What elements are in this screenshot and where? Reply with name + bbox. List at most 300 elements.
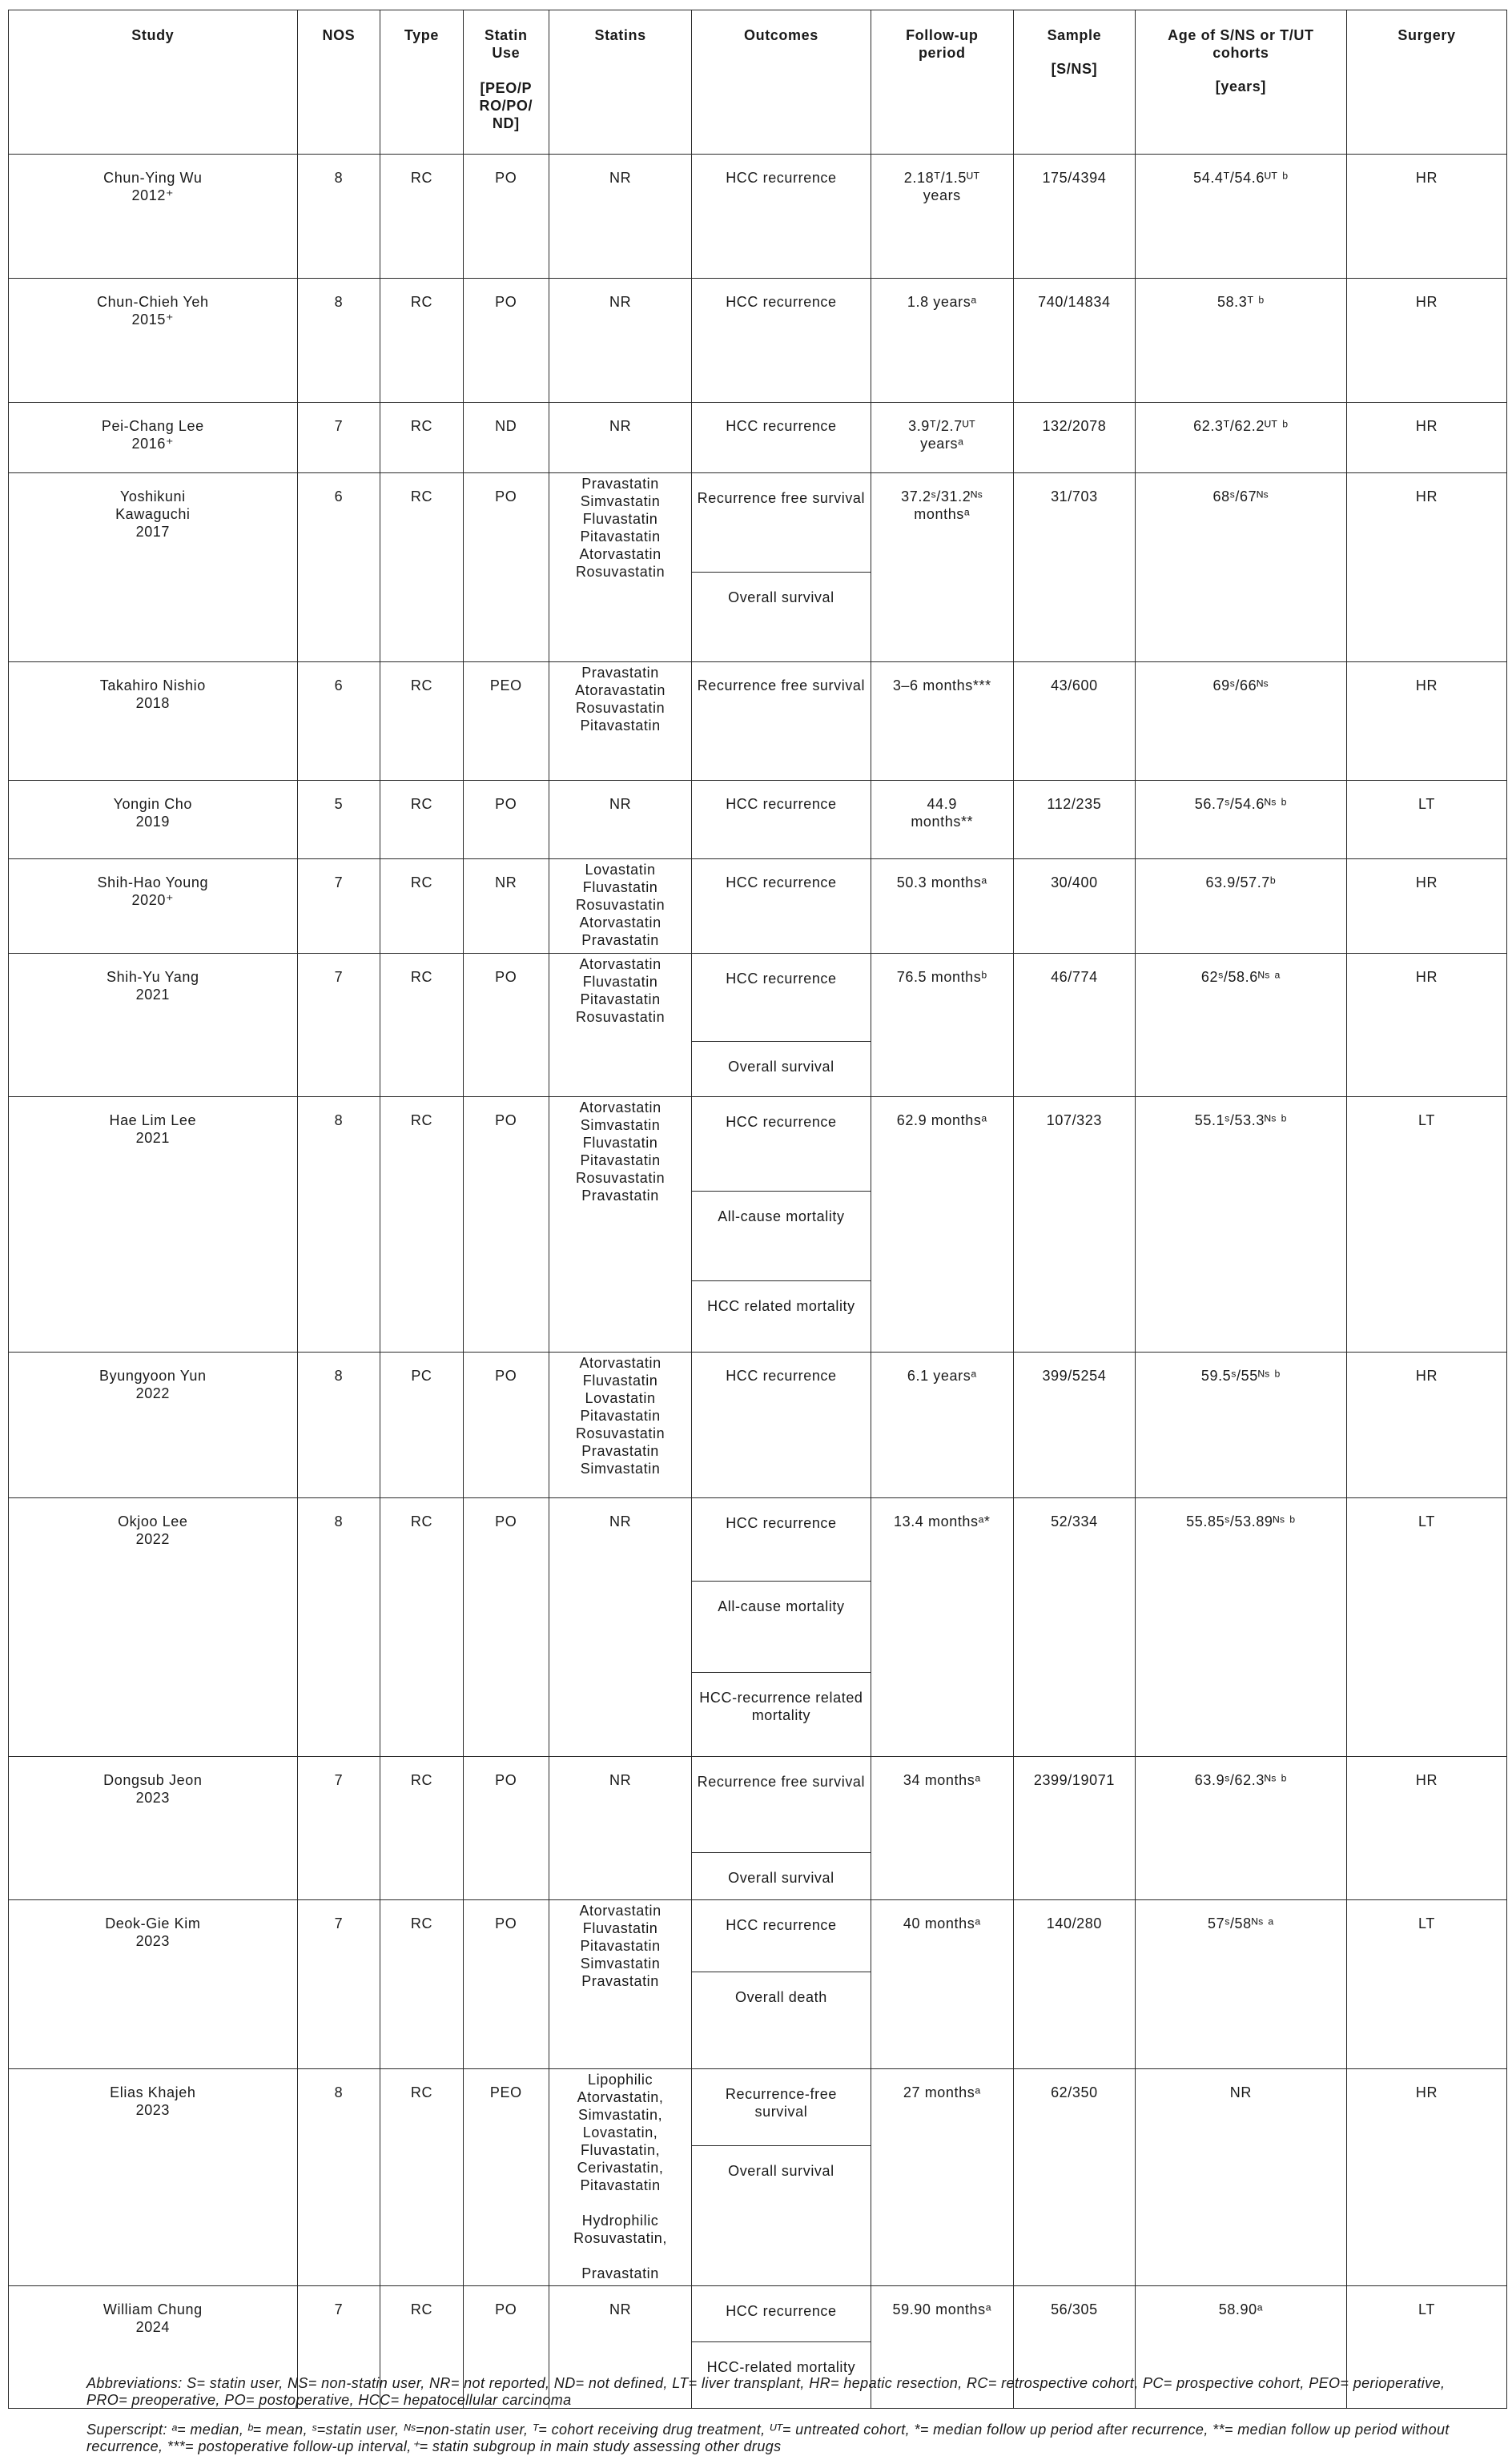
type-cell: RC [380, 781, 464, 859]
use-cell: PO [463, 473, 549, 662]
study-cell [9, 662, 298, 781]
statins-cell [549, 473, 692, 662]
statin-name: Fluvastatin, [580, 2142, 661, 2158]
study-line: Yoshikuni [119, 488, 186, 504]
statins-cell [549, 1757, 692, 1900]
sample-cell: 175/4394 [1014, 155, 1136, 279]
type-cell: RC [380, 1757, 464, 1900]
statin-name: NR [609, 294, 632, 310]
followup-cell [871, 859, 1014, 954]
type-cell: RC [380, 662, 464, 781]
statin-name: Fluvastatin [582, 511, 658, 527]
statin-name: Fluvastatin [582, 879, 658, 895]
sample-cell: 62/350 [1014, 2069, 1136, 2286]
statins-cell [549, 2069, 692, 2286]
nos-cell: 7 [297, 954, 380, 1097]
sample-cell: 399/5254 [1014, 1353, 1136, 1498]
study-line: Yongin Cho [113, 796, 193, 812]
surgery-cell: HR [1346, 473, 1506, 662]
table-row [9, 954, 1507, 1097]
surgery-cell: HR [1346, 403, 1506, 473]
statins-cell [549, 781, 692, 859]
study-cell [9, 781, 298, 859]
outcome-segment: HCC related mortality [707, 1298, 855, 1314]
study-line: 2023 [135, 2102, 171, 2118]
use-cell: PO [463, 954, 549, 1097]
statin-name: Pravastatin [581, 932, 659, 948]
followup-line: 76.5 monthsᵇ [896, 969, 987, 985]
table-row [9, 473, 1507, 662]
type-cell: RC [380, 1498, 464, 1757]
use-cell: PO [463, 1900, 549, 2069]
nos-cell: 8 [297, 1353, 380, 1498]
study-line: Hae Lim Lee [109, 1112, 197, 1128]
study-line: Shih-Yu Yang [107, 969, 199, 985]
statin-name: Pitavastatin [580, 2177, 661, 2193]
statin-name: NR [609, 170, 632, 186]
age-cell: 58.90ᵃ [1135, 2286, 1346, 2409]
statin-name: Atorvastatin [579, 1903, 662, 1919]
outcome-segment: Recurrence free survival [692, 473, 870, 573]
use-cell: PO [463, 1353, 549, 1498]
followup-line: 62.9 monthsᵃ [896, 1112, 987, 1128]
study-cell [9, 155, 298, 279]
statins-cell [549, 859, 692, 954]
followup-line: monthsᵃ [914, 506, 971, 522]
table-row [9, 2069, 1507, 2286]
abbreviations-footnote: Abbreviations: S= statin user, NS= non-statin user, NR= not reported, ND= not defined, LT= liver transplant, HR= hepatic resection, RC= retrospective cohort, PC= prospective cohort, PEO= perioperative, PRO= preoperative, PO= postoperative, HCC= hepatocellular carcinoma [86, 2375, 1446, 2408]
sample-cell: 46/774 [1014, 954, 1136, 1097]
age-cell: 54.4ᵀ/54.6ᵁᵀ ᵇ [1135, 155, 1346, 279]
followup-cell [871, 473, 1014, 662]
surgery-cell: HR [1346, 1757, 1506, 1900]
type-cell: RC [380, 403, 464, 473]
header-statins: Statins [549, 10, 692, 155]
outcome-segment: All-cause mortality [692, 1192, 870, 1281]
surgery-cell: HR [1346, 279, 1506, 403]
followup-line: 13.4 monthsᵃ* [893, 1513, 991, 1529]
study-line: Dongsub Jeon [103, 1772, 203, 1788]
use-cell: NR [463, 859, 549, 954]
age-cell: 63.9/57.7ᵇ [1135, 859, 1346, 954]
surgery-cell: LT [1346, 2286, 1506, 2409]
study-line: William Chung [103, 2301, 203, 2317]
sample-cell: 112/235 [1014, 781, 1136, 859]
followup-line: years [923, 187, 961, 203]
surgery-cell: LT [1346, 781, 1506, 859]
sample-cell: 56/305 [1014, 2286, 1136, 2409]
outcome-segment: HCC-recurrence related mortality [699, 1690, 863, 1723]
use-cell: PO [463, 155, 549, 279]
header-line: Age of S/NS or T/UT [1168, 27, 1314, 43]
statin-name: Pitavastatin [580, 717, 661, 734]
use-cell: PO [463, 781, 549, 859]
age-cell: 55.85ˢ/53.89ᴺˢ ᵇ [1135, 1498, 1346, 1757]
nos-cell: 6 [297, 473, 380, 662]
statin-name: NR [609, 418, 632, 434]
table-row [9, 1498, 1507, 1757]
header-line: period [918, 45, 966, 61]
nos-cell: 5 [297, 781, 380, 859]
nos-cell: 8 [297, 1097, 380, 1353]
header-line: Use [492, 45, 521, 61]
statin-name: Atorvastatin, [577, 2089, 664, 2105]
study-line: 2016⁺ [131, 436, 175, 452]
followup-line: 1.8 yearsᵃ [907, 294, 977, 310]
sample-cell: 2399/19071 [1014, 1757, 1136, 1900]
outcomes-cell: HCC recurrence [692, 155, 871, 279]
study-line: 2018 [135, 695, 171, 711]
table-row [9, 155, 1507, 279]
outcome-segment: Overall survival [728, 1059, 834, 1075]
header-surgery: Surgery [1346, 10, 1506, 155]
surgery-cell: HR [1346, 859, 1506, 954]
sample-cell: 43/600 [1014, 662, 1136, 781]
table-row [9, 1353, 1507, 1498]
header-line: [S/NS] [1051, 61, 1098, 77]
surgery-cell: HR [1346, 954, 1506, 1097]
spacer [554, 2194, 687, 2212]
age-cell: NR [1135, 2069, 1346, 2286]
surgery-cell: LT [1346, 1498, 1506, 1757]
type-cell: RC [380, 473, 464, 662]
statin-name: Atoravastatin [575, 682, 666, 698]
study-cell [9, 473, 298, 662]
statin-name: Rosuvastatin [575, 1009, 666, 1025]
study-cell [9, 954, 298, 1097]
table-row [9, 859, 1507, 954]
header-type: Type [380, 10, 464, 155]
study-line: Okjoo Lee [118, 1513, 188, 1529]
statins-cell [549, 1900, 692, 2069]
statin-name: Simvastatin, [577, 2107, 663, 2123]
statin-name: Pravastatin [581, 1443, 659, 1459]
outcomes-cell: HCC recurrence [692, 279, 871, 403]
statin-name: Pitavastatin [580, 991, 661, 1007]
study-line: Deok-Gie Kim [105, 1915, 201, 1931]
statin-name: Rosuvastatin [575, 1425, 666, 1441]
statin-name: Lovastatin [585, 1390, 656, 1406]
surgery-cell: LT [1346, 1900, 1506, 2069]
study-line: 2024 [135, 2319, 171, 2335]
outcome-segment: HCC recurrence [692, 1498, 870, 1582]
statin-name: Atorvastatin [579, 546, 662, 562]
surgery-cell: HR [1346, 155, 1506, 279]
followup-line: 59.90 monthsᵃ [892, 2301, 992, 2317]
sample-cell: 107/323 [1014, 1097, 1136, 1353]
statin-name: Rosuvastatin [575, 897, 666, 913]
outcomes-cell: HCC recurrence [692, 403, 871, 473]
outcomes-cell: HCC recurrence [692, 859, 871, 954]
type-cell: RC [380, 155, 464, 279]
study-line: Chun-Chieh Yeh [97, 294, 209, 310]
statin-name: Fluvastatin [582, 974, 658, 990]
superscript-footnote: Superscript: ᵃ= median, ᵇ= mean, ˢ=statin user, ᴺˢ=non-statin user, ᵀ= cohort receiving drug treatment, ᵁᵀ= untreated cohort, *= median follow up period after recurrence, **= median follow up period without recurrence, ***= postoperative follow-up interval,⁺= statin subgroup in main study assessing other drugs [86, 2422, 1450, 2454]
followup-cell [871, 781, 1014, 859]
header-study: Study [9, 10, 298, 155]
study-line: Takahiro Nishio [99, 677, 206, 693]
study-line: 2012⁺ [131, 187, 175, 203]
table-row [9, 403, 1507, 473]
study-line: 2021 [135, 1130, 171, 1146]
nos-cell: 8 [297, 155, 380, 279]
followup-line: 27 monthsᵃ [903, 2084, 981, 2100]
followup-line: 34 monthsᵃ [903, 1772, 981, 1788]
type-cell: RC [380, 2069, 464, 2286]
outcomes-cell [692, 2069, 871, 2286]
study-cell [9, 1097, 298, 1353]
outcome-segment: Recurrence-free survival [692, 2069, 870, 2146]
type-cell: RC [380, 954, 464, 1097]
type-cell: PC [380, 1353, 464, 1498]
statin-name: Rosuvastatin [575, 1170, 666, 1186]
age-cell: 58.3ᵀ ᵇ [1135, 279, 1346, 403]
study-line: 2019 [135, 814, 171, 830]
age-cell: 68ˢ/67ᴺˢ [1135, 473, 1346, 662]
outcome-segment: HCC recurrence [692, 954, 870, 1042]
followup-cell [871, 155, 1014, 279]
use-cell: PO [463, 1097, 549, 1353]
nos-cell: 8 [297, 2069, 380, 2286]
statin-name: NR [609, 796, 632, 812]
nos-cell: 7 [297, 2286, 380, 2409]
type-cell: RC [380, 1900, 464, 2069]
sample-cell: 31/703 [1014, 473, 1136, 662]
use-cell: PO [463, 2286, 549, 2409]
statin-name: Cerivastatin, [577, 2160, 664, 2176]
study-line: 2021 [135, 987, 171, 1003]
table-row [9, 1900, 1507, 2069]
statin-name: Simvastatin [580, 1461, 661, 1477]
header-followup [871, 10, 1014, 155]
followup-cell [871, 279, 1014, 403]
nos-cell: 8 [297, 1498, 380, 1757]
surgery-cell: HR [1346, 2069, 1506, 2286]
statin-name: NR [609, 2301, 632, 2317]
outcome-segment: Overall death [734, 1989, 827, 2005]
followup-line: 2.18ᵀ/1.5ᵁᵀ [903, 170, 980, 186]
outcomes-cell [692, 1498, 871, 1757]
header-sample [1014, 10, 1136, 155]
header-outcomes: Outcomes [692, 10, 871, 155]
statin-name: NR [609, 1772, 632, 1788]
table-row [9, 1757, 1507, 1900]
nos-cell: 6 [297, 662, 380, 781]
statin-name: Pitavastatin [580, 1152, 661, 1168]
age-cell: 56.7ˢ/54.6ᴺˢ ᵇ [1135, 781, 1346, 859]
statins-cell [549, 662, 692, 781]
surgery-cell: HR [1346, 662, 1506, 781]
followup-line: 3–6 months*** [892, 677, 991, 693]
use-cell: ND [463, 403, 549, 473]
nos-cell: 7 [297, 1757, 380, 1900]
statin-name: Atorvastatin [579, 956, 662, 972]
followup-line: 6.1 yearsᵃ [907, 1368, 977, 1384]
statin-name: Fluvastatin [582, 1373, 658, 1389]
sample-cell: 740/14834 [1014, 279, 1136, 403]
header-line: RO/PO/ [479, 98, 533, 114]
study-line: 2023 [135, 1790, 171, 1806]
age-cell: 62ˢ/58.6ᴺˢ ᵃ [1135, 954, 1346, 1097]
followup-line: 40 monthsᵃ [903, 1915, 981, 1931]
study-line: Elias Khajeh [110, 2084, 196, 2100]
statin-name: Atorvastatin [579, 1355, 662, 1371]
use-cell: PO [463, 1757, 549, 1900]
followup-cell [871, 1900, 1014, 2069]
study-line: Kawaguchi [115, 506, 191, 522]
use-cell: PO [463, 1498, 549, 1757]
outcomes-cell: Recurrence free survival [692, 662, 871, 781]
sample-cell: 140/280 [1014, 1900, 1136, 2069]
use-cell: PEO [463, 2069, 549, 2286]
outcomes-cell [692, 954, 871, 1097]
age-cell: 57ˢ/58ᴺˢ ᵃ [1135, 1900, 1346, 2069]
outcomes-cell: HCC recurrence [692, 1353, 871, 1498]
study-cell [9, 1498, 298, 1757]
statin-name: NR [609, 1513, 632, 1529]
study-cell [9, 1900, 298, 2069]
header-age [1135, 10, 1346, 155]
followup-cell [871, 2069, 1014, 2286]
statin-name: Simvastatin [580, 1956, 661, 1972]
outcome-segment: Overall survival [728, 589, 834, 605]
followup-line: yearsᵃ [920, 436, 964, 452]
study-cell [9, 1757, 298, 1900]
study-cell [9, 1353, 298, 1498]
study-line: 2022 [135, 1385, 171, 1401]
statin-name: Simvastatin [580, 1117, 661, 1133]
statin-name: Fluvastatin [582, 1135, 658, 1151]
nos-cell: 7 [297, 403, 380, 473]
study-line: 2023 [135, 1933, 171, 1949]
statins-cell [549, 1097, 692, 1353]
study-line: 2020⁺ [131, 892, 175, 908]
sample-cell: 132/2078 [1014, 403, 1136, 473]
statin-name: Lovastatin, [582, 2124, 658, 2140]
study-line: Shih-Hao Young [97, 874, 209, 890]
spacer [554, 2247, 687, 2265]
statins-cell [549, 155, 692, 279]
surgery-cell: HR [1346, 1353, 1506, 1498]
study-cell [9, 279, 298, 403]
statin-name: Simvastatin [580, 493, 661, 509]
followup-cell [871, 954, 1014, 1097]
statins-cell [549, 403, 692, 473]
age-cell: 69ˢ/66ᴺˢ [1135, 662, 1346, 781]
outcomes-cell [692, 1097, 871, 1353]
statins-cell [549, 279, 692, 403]
statin-name: Rosuvastatin [575, 700, 666, 716]
nos-cell: 7 [297, 1900, 380, 2069]
statin-name: Atorvastatin [579, 914, 662, 931]
header-statin-use [463, 10, 549, 155]
sample-cell: 30/400 [1014, 859, 1136, 954]
header-line: Sample [1047, 27, 1102, 43]
header-line: Follow-up [906, 27, 979, 43]
followup-line: months** [911, 814, 974, 830]
study-line: Byungyoon Yun [99, 1368, 207, 1384]
statin-name: Rosuvastatin, [573, 2230, 668, 2246]
followup-cell [871, 1498, 1014, 1757]
followup-line: 50.3 monthsᵃ [896, 874, 987, 890]
outcomes-cell [692, 1900, 871, 2069]
outcomes-cell [692, 1757, 871, 1900]
nos-cell: 8 [297, 279, 380, 403]
outcome-segment: HCC recurrence [692, 1097, 870, 1192]
header-row [9, 10, 1507, 155]
statin-name: Pitavastatin [580, 529, 661, 545]
sample-cell: 52/334 [1014, 1498, 1136, 1757]
statins-cell [549, 1498, 692, 1757]
header-line: cohorts [1212, 45, 1269, 61]
statin-name: Pravastatin [581, 476, 659, 492]
outcomes-cell: HCC recurrence [692, 781, 871, 859]
followup-cell [871, 1097, 1014, 1353]
type-cell: RC [380, 2286, 464, 2409]
use-cell: PO [463, 279, 549, 403]
outcomes-cell [692, 473, 871, 662]
use-cell: PEO [463, 662, 549, 781]
statin-name: Pitavastatin [580, 1408, 661, 1424]
outcome-segment: HCC recurrence [692, 1900, 870, 1972]
table-row [9, 662, 1507, 781]
header-line: [PEO/P [480, 80, 533, 96]
study-line: Pei-Chang Lee [101, 418, 204, 434]
statin-name: Lipophilic [588, 2072, 653, 2088]
statin-name: Rosuvastatin [575, 564, 666, 580]
outcome-segment: All-cause mortality [692, 1582, 870, 1673]
study-cell [9, 2069, 298, 2286]
study-line: 2022 [135, 1531, 171, 1547]
statin-name: Pravastatin [581, 665, 659, 681]
statin-name: Pravastatin [581, 1188, 659, 1204]
followup-line: 3.9ᵀ/2.7ᵁᵀ [908, 418, 976, 434]
statin-name: Pravastatin [581, 1973, 659, 1989]
study-cell [9, 403, 298, 473]
outcome-segment: Recurrence free survival [692, 1757, 870, 1853]
type-cell: RC [380, 1097, 464, 1353]
outcome-segment: Overall survival [728, 1870, 834, 1886]
age-cell: 62.3ᵀ/62.2ᵁᵀ ᵇ [1135, 403, 1346, 473]
followup-cell [871, 662, 1014, 781]
study-line: 2017 [135, 524, 171, 540]
statin-name: Pravastatin [581, 2265, 659, 2281]
study-line: Chun-Ying Wu [103, 170, 203, 186]
study-characteristics-table [8, 10, 1507, 2409]
type-cell: RC [380, 859, 464, 954]
outcome-segment: HCC recurrence [692, 2286, 870, 2342]
followup-cell [871, 403, 1014, 473]
table-row [9, 1097, 1507, 1353]
followup-cell [871, 1757, 1014, 1900]
table-row [9, 781, 1507, 859]
followup-line: 37.2ˢ/31.2ᴺˢ [901, 488, 983, 504]
statin-name: Fluvastatin [582, 1920, 658, 1936]
study-line: 2015⁺ [131, 312, 175, 328]
statins-cell [549, 954, 692, 1097]
type-cell: RC [380, 279, 464, 403]
nos-cell: 7 [297, 859, 380, 954]
followup-line: 44.9 [927, 796, 957, 812]
header-line: [years] [1215, 78, 1266, 94]
study-cell [9, 859, 298, 954]
table-row [9, 279, 1507, 403]
age-cell: 55.1ˢ/53.3ᴺˢ ᵇ [1135, 1097, 1346, 1353]
header-nos: NOS [297, 10, 380, 155]
statin-name: Pitavastatin [580, 1938, 661, 1954]
header-line: Statin [484, 27, 528, 43]
age-cell: 63.9ˢ/62.3ᴺˢ ᵇ [1135, 1757, 1346, 1900]
